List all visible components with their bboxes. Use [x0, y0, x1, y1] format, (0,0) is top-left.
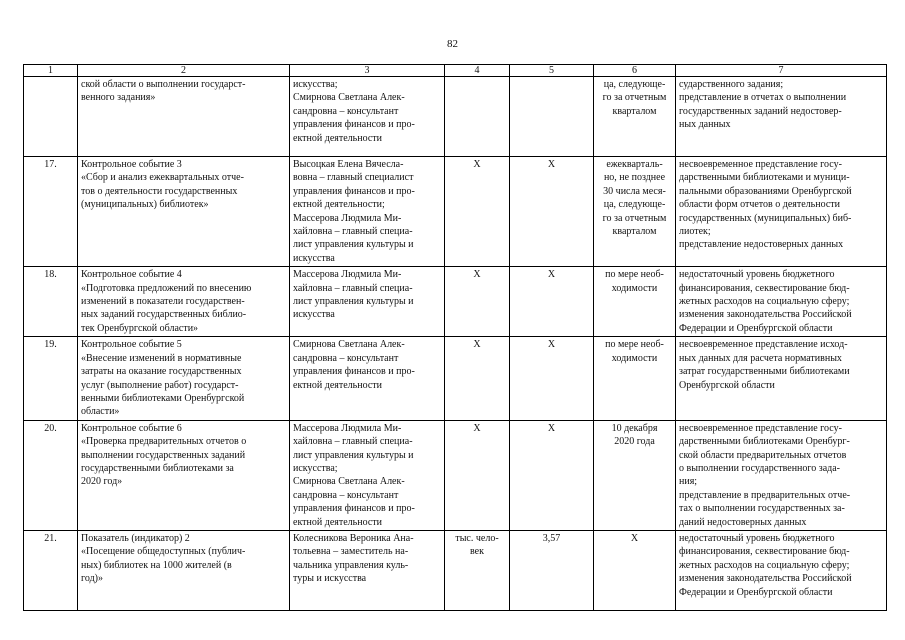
header-col-5: 5: [510, 65, 594, 77]
responsible-cell: Массерова Людмила Ми- хайловна – главный специа- лист управления культуры и искусства: [290, 267, 445, 337]
row-number: 19.: [24, 337, 78, 420]
risk-cell: несвоевременное представление госу- дарственными библиотеками и муници- пальными образованиями Оренбургской области форм отчетов о деятельности государственных (муниципальных) биб- лиотек; представление недостоверных данных: [676, 157, 887, 267]
plan-table: [23, 64, 887, 611]
responsible-cell: Колесникова Вероника Ана- тольевна – заместитель на- чальника управления куль- туры и искусства: [290, 530, 445, 610]
risk-cell: несвоевременное представление исход- ных данных для расчета нормативных затрат государственными библиотеками Оренбургской области: [676, 337, 887, 420]
deadline-cell: ежекварталь- но, не позднее 30 числа меся- ца, следующе- го за отчетным кварталом: [594, 157, 676, 267]
page-number: 82: [447, 38, 458, 50]
risk-cell: недостаточный уровень бюджетного финансирования, секвестирование бюд- жетных расходов на социальную сферу; изменения законодательства Российской Федерации и Оренбургской области: [676, 267, 887, 337]
row-number: [24, 77, 78, 157]
header-col-4: 4: [445, 65, 510, 77]
header-col-2: 2: [78, 65, 290, 77]
row-number: 20.: [24, 420, 78, 530]
event-name-cell: Контрольное событие 4 «Подготовка предложений по внесению изменений в показатели государствен- ных заданий государственных библио- тек Оренбургской области»: [78, 267, 290, 337]
responsible-cell: Массерова Людмила Ми- хайловна – главный специа- лист управления культуры и искусства; Смирнова Светлана Алек- сандровна – консультант управления финансов и про- ектной деятельности: [290, 420, 445, 530]
row-number: 18.: [24, 267, 78, 337]
table-row: [24, 267, 887, 337]
value-cell: X: [510, 267, 594, 337]
value-cell: X: [510, 420, 594, 530]
value-cell: [510, 77, 594, 157]
deadline-cell: по мере необ- ходимости: [594, 267, 676, 337]
responsible-cell: Высоцкая Елена Вячесла- вовна – главный специалист управления финансов и про- ектной деятельности; Массерова Людмила Ми- хайловна – главный специа- лист управления культуры и искусства: [290, 157, 445, 267]
deadline-cell: X: [594, 530, 676, 610]
responsible-cell: искусства; Смирнова Светлана Алек- сандровна – консультант управления финансов и про- ектной деятельности: [290, 77, 445, 157]
value-cell: X: [510, 337, 594, 420]
header-col-6: 6: [594, 65, 676, 77]
unit-cell: X: [445, 157, 510, 267]
table-row: [24, 77, 887, 157]
header-col-1: 1: [24, 65, 78, 77]
table-row: [24, 420, 887, 530]
unit-cell: X: [445, 337, 510, 420]
value-cell: 3,57: [510, 530, 594, 610]
header-row: [24, 65, 887, 77]
table-row: [24, 157, 887, 267]
row-number: 17.: [24, 157, 78, 267]
unit-cell: X: [445, 267, 510, 337]
responsible-cell: Смирнова Светлана Алек- сандровна – консультант управления финансов и про- ектной деятельности: [290, 337, 445, 420]
value-cell: X: [510, 157, 594, 267]
unit-cell: тыс. чело- век: [445, 530, 510, 610]
risk-cell: сударственного задания; представление в отчетах о выполнении государственных заданий недостовер- ных данных: [676, 77, 887, 157]
deadline-cell: по мере необ- ходимости: [594, 337, 676, 420]
risk-cell: недостаточный уровень бюджетного финансирования, секвестирование бюд- жетных расходов на социальную сферу; изменения законодательства Российской Федерации и Оренбургской области: [676, 530, 887, 610]
event-name-cell: Показатель (индикатор) 2 «Посещение общедоступных (публич- ных) библиотек на 1000 жителей (в год)»: [78, 530, 290, 610]
risk-cell: несвоевременное представление госу- дарственными библиотеками Оренбург- ской области предварительных отчетов о выполнении государственного зада- ния; представление в предварительных отче- тах о выполнении государственных за- даний недостоверных данных: [676, 420, 887, 530]
unit-cell: [445, 77, 510, 157]
table-row: [24, 337, 887, 420]
deadline-cell: ца, следующе- го за отчетным кварталом: [594, 77, 676, 157]
header-col-3: 3: [290, 65, 445, 77]
deadline-cell: 10 декабря 2020 года: [594, 420, 676, 530]
event-name-cell: ской области о выполнении государст- венного задания»: [78, 77, 290, 157]
event-name-cell: Контрольное событие 3 «Сбор и анализ ежеквартальных отче- тов о деятельности государственных (муниципальных) библиотек»: [78, 157, 290, 267]
row-number: 21.: [24, 530, 78, 610]
header-col-7: 7: [676, 65, 887, 77]
table-row: [24, 530, 887, 610]
event-name-cell: Контрольное событие 5 «Внесение изменений в нормативные затраты на оказание государственных услуг (выполнение работ) государст- венными библиотеками Оренбургской области»: [78, 337, 290, 420]
unit-cell: X: [445, 420, 510, 530]
event-name-cell: Контрольное событие 6 «Проверка предварительных отчетов о выполнении государственных заданий государственными библиотеками за 2020 год»: [78, 420, 290, 530]
